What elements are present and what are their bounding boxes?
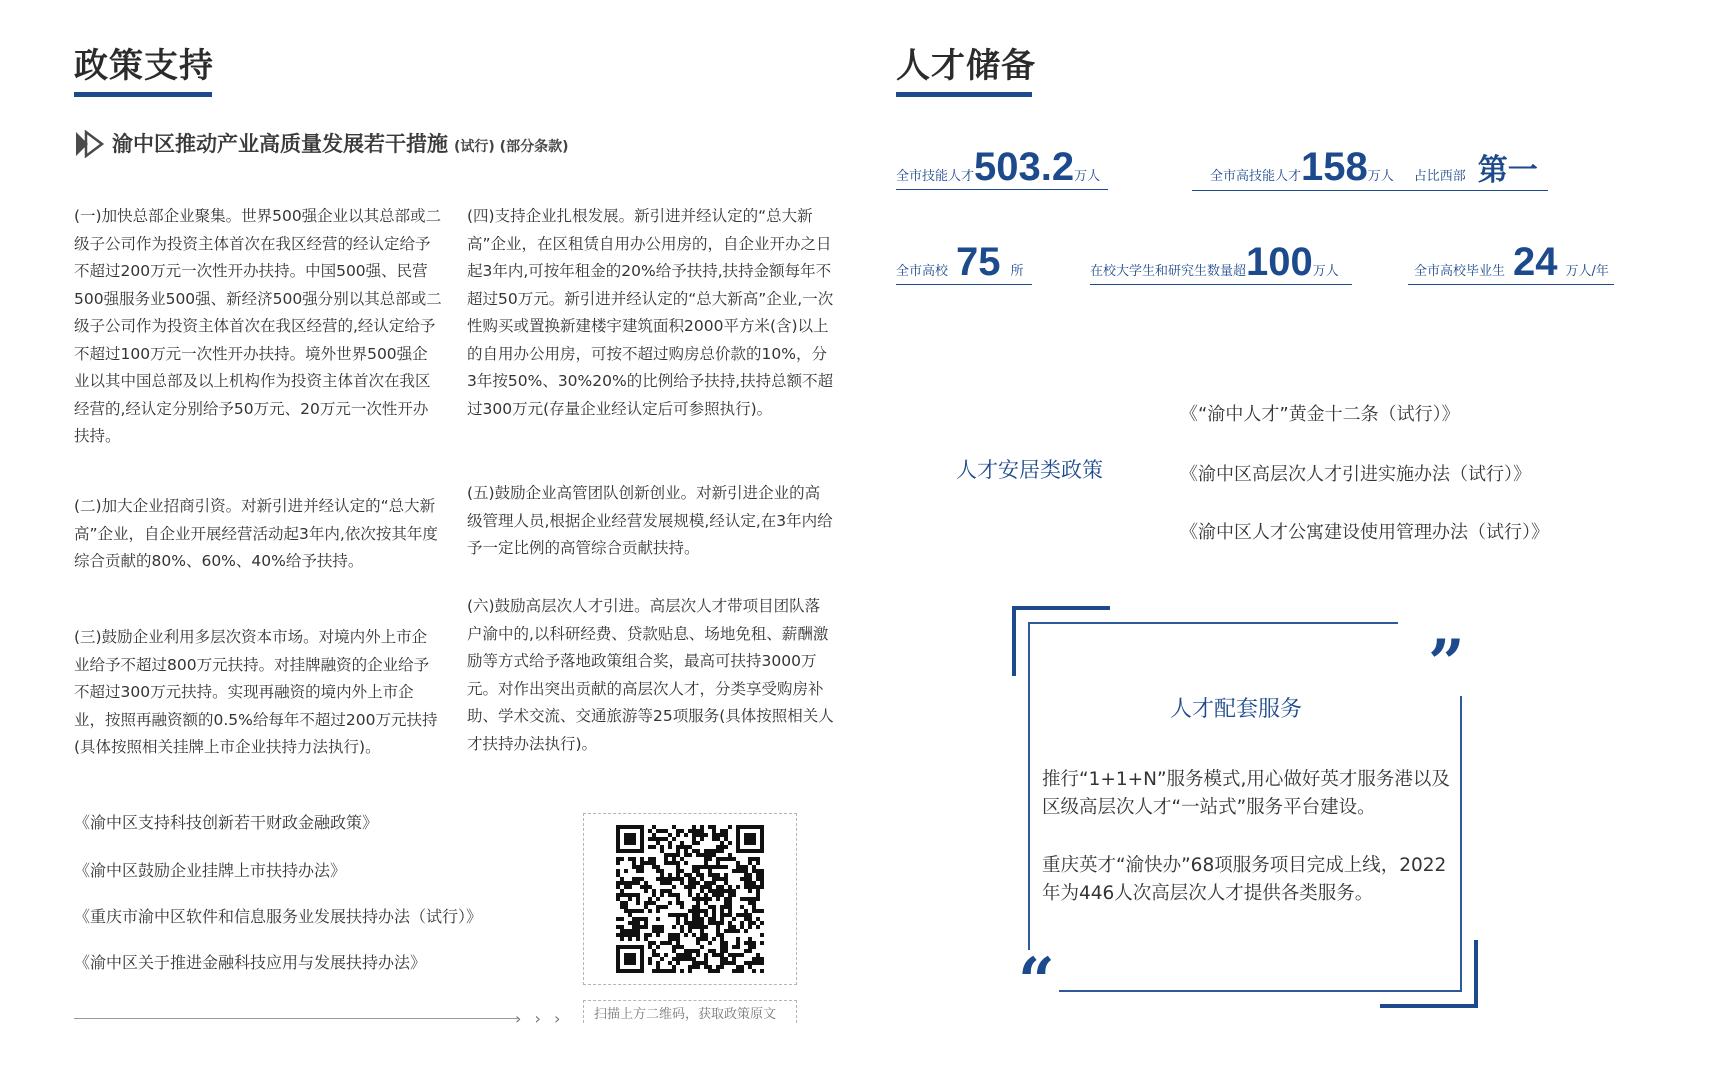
stat-unit: 万人/年 <box>1565 264 1609 279</box>
stat-unit: 万人 <box>1074 169 1101 184</box>
policy-link-3[interactable]: 《渝中区人才公寓建设使用管理办法（试行）》 <box>1180 522 1549 543</box>
housing-policy-category: 人才安居类政策 <box>956 458 1103 482</box>
subheading-icon <box>74 130 106 162</box>
frame-top <box>1028 622 1398 624</box>
clause-6: (六)鼓励高层次人才引进。高层次人才带项目团队落户渝中的,以科研经费、贷款贴息、场地免租、薪酬激励等方式给予落地政策组合奖，最高可扶持3000万元。对作出突出贡献的高层次人才，分类享受购房补助、学术交流、交通旅游等25项服务(具体按照相关人才扶持办法执行)。 <box>467 597 834 753</box>
stat-students <box>1090 240 1352 285</box>
stat-universities <box>896 240 1032 285</box>
stat-extra-value: 第一 <box>1477 153 1538 188</box>
policy-support-title: 政策支持 <box>74 46 214 86</box>
stat-value: 503.2 <box>974 145 1075 189</box>
subheading-note: (试行) (部分条款) <box>454 139 569 155</box>
stat-value: 24 <box>1513 240 1558 284</box>
clause-1: (一)加快总部企业聚集。世界500强企业以其总部或二级子公司作为投资主体首次在我区经营的经认定给予不超过200万元一次性开办扶持。中国500强、民营500强服务业500强、新经济500强分别以其总部或二级子公司作为投资主体首次在我区经营的,经认定给予不超过100万元一次性开办扶持。境外世界500强企业以其中国总部及以上机构作为投资主体首次在我区经营的,经认定分别给予50万元、20万元一次性开办扶持。 <box>74 207 442 445</box>
frame-corner-top <box>1012 606 1110 610</box>
stat-value: 158 <box>1301 145 1368 189</box>
stat-label: 全市高校毕业生 <box>1414 264 1506 279</box>
qr-finder-inner <box>624 833 636 845</box>
frame-corner-left <box>1012 606 1016 676</box>
stat-label: 在校大学生和研究生数量超 <box>1090 264 1247 279</box>
qr-modules <box>616 825 764 973</box>
stat-graduates <box>1408 240 1614 285</box>
clause-2: (二)加大企业招商引资。对新引进并经认定的“总大新高”企业，自企业开展经营活动起3年内,依次按其年度综合贡献的80%、60%、40%给予扶持。 <box>74 497 438 570</box>
document-link-4[interactable]: 《渝中区关于推进金融科技应用与发展扶持办法》 <box>74 953 427 972</box>
frame-left <box>1028 622 1030 994</box>
talent-reserve-title: 人才储备 <box>896 46 1036 86</box>
stat-extra-label: 占比西部 <box>1413 169 1466 184</box>
stat-unit: 万人 <box>1367 169 1394 184</box>
frame-corner-right <box>1474 940 1478 1008</box>
frame-corner-bottom <box>1380 1004 1478 1008</box>
stat-value: 75 <box>956 240 1001 284</box>
stat-value: 100 <box>1246 240 1313 284</box>
document-link-1[interactable]: 《渝中区支持科技创新若干财政金融政策》 <box>74 813 379 832</box>
qr-finder-inner <box>744 833 756 845</box>
stat-high-skilled-talent <box>1192 145 1548 191</box>
subheading <box>112 130 568 161</box>
clause-3: (三)鼓励企业利用多层次资本市场。对境内外上市企业给予不超过800万元扶持。对挂牌融资的企业给予不超过300万元扶持。实现再融资的境内外上市企业，按照再融资额的0.5%给每年不超过200万元扶持(具体按照相关挂牌上市企业扶持力法执行)。 <box>74 628 438 756</box>
bottom-divider <box>74 1018 518 1019</box>
subheading-text: 渝中区推动产业高质量发展若干措施 <box>112 132 448 156</box>
stat-unit: 所 <box>1010 264 1024 279</box>
document-link-3[interactable]: 《重庆市渝中区软件和信息服务业发展扶持办法（试行）》 <box>74 907 483 926</box>
stat-label: 全市技能人才 <box>896 169 975 184</box>
open-quote-icon: “ <box>1014 950 1059 1014</box>
frame-right <box>1460 660 1462 992</box>
arrows-indicator: › › › <box>515 1009 565 1028</box>
close-quote-icon: ” <box>1424 632 1469 696</box>
frame-bottom <box>1052 990 1462 992</box>
document-link-2[interactable]: 《渝中区鼓励企业挂牌上市扶持办法》 <box>74 861 347 880</box>
title-underline-right <box>896 92 1032 97</box>
stat-label: 全市高技能人才 <box>1210 169 1302 184</box>
service-title: 人才配套服务 <box>1170 697 1303 722</box>
clause-4: (四)支持企业扎根发展。新引进并经认定的“总大新高”企业，在区租赁自用办公用房的，自企业开办之日起3年内,可按年租金的20%给予扶持,扶持金额每年不超过50万元。新引进并经认定的“总大新高”企业,一次性购买或置换新建楼宇建筑面积2000平方米(含)以上的自用办公用房，可按不超过购房总价款的10%，分3年按50%、30%20%的比例给予扶持,扶持总额不超过300万元(存量企业经认定后可参照执行)。 <box>467 207 834 418</box>
service-paragraph-1: 推行“1+1+N”服务模式,用心做好英才服务港以及区级高层次人才“一站式”服务平台建设。 <box>1042 769 1450 818</box>
stat-label: 全市高校 <box>896 264 949 279</box>
policy-link-1[interactable]: 《“渝中人才”黄金十二条（试行）》 <box>1180 404 1460 425</box>
clause-5: (五)鼓励企业高管团队创新创业。对新引进企业的高级管理人员,根据企业经营发展规模,经认定,在3年内给予一定比例的高管综合贡献扶持。 <box>467 484 833 557</box>
qr-finder-inner <box>624 953 636 965</box>
policy-link-2[interactable]: 《渝中区高层次人才引进实施办法（试行）》 <box>1180 464 1531 485</box>
title-underline <box>74 92 212 97</box>
service-paragraph-2: 重庆英才“渝快办”68项服务项目完成上线，2022年为446人次高层次人才提供各类服务。 <box>1042 855 1447 904</box>
qr-code-frame <box>583 813 797 985</box>
qr-caption: 扫描上方二维码，获取政策原文 <box>594 1007 777 1022</box>
stat-skilled-talent <box>896 145 1108 190</box>
stat-unit: 万人 <box>1312 264 1339 279</box>
qr-code[interactable] <box>616 825 764 973</box>
